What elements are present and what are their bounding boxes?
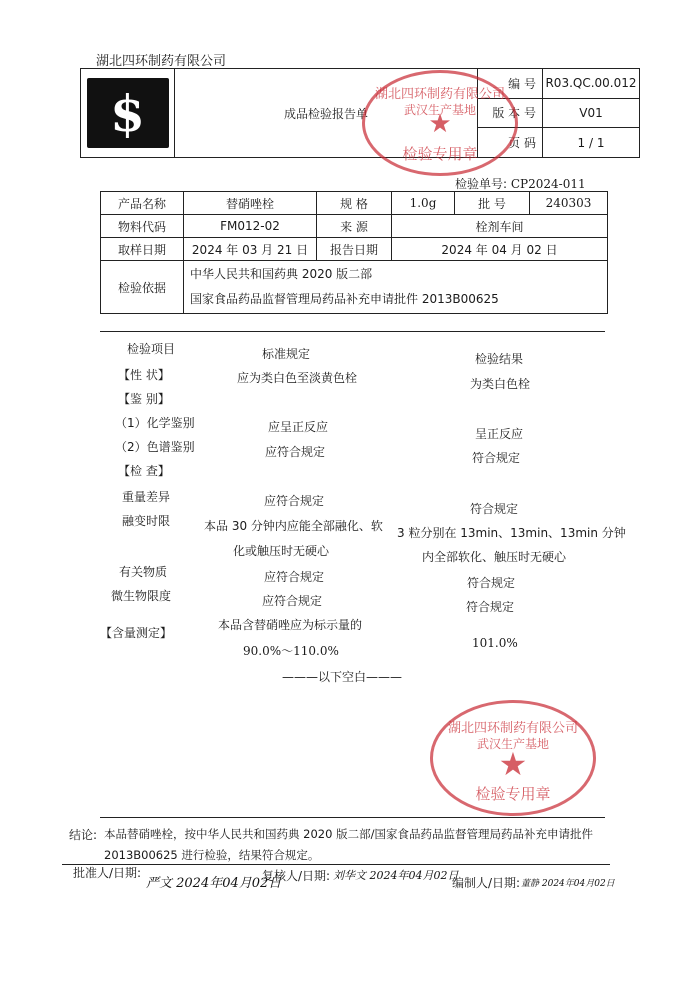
material-code-label: 物料代码	[101, 215, 184, 238]
batch-label: 批 号	[455, 192, 530, 215]
col-header-standard: 标准规定	[262, 347, 311, 361]
conclusion-line-1: 本品替硝唑栓，按中华人民共和国药典 2020 版二部/国家食品药品监督管理局药品补充申请批件	[104, 827, 593, 841]
source-value: 栓剂车间	[392, 215, 608, 238]
header-value-page: 1 / 1	[543, 128, 640, 158]
basis-line-1: 中华人民共和国药典 2020 版二部	[190, 267, 373, 281]
inspection-seal-top	[362, 70, 518, 176]
approver-label: 批准人/日期:	[73, 866, 142, 880]
seal-star-icon: ★	[498, 745, 528, 783]
report-number-value: CP2024-011	[510, 177, 586, 191]
item-chemical-id: （1）化学鉴别	[115, 416, 195, 430]
item-related-substances: 有关物质	[119, 565, 168, 579]
header-key-number: 编 号	[478, 69, 543, 99]
inspection-seal-bottom	[430, 700, 596, 816]
seal-star-icon: ★	[428, 109, 452, 139]
seal-top-company: 湖北四环制药有限公司	[374, 87, 505, 102]
basis-label: 检验依据	[101, 261, 184, 314]
basis-value	[184, 261, 608, 314]
col-header-result: 检验结果	[475, 352, 524, 366]
result-appearance: 为类白色栓	[470, 377, 531, 391]
conclusion-line-2: 2013B00625 进行检验，结果符合规定。	[104, 848, 320, 862]
seal-bottom-site: 武汉生产基地	[476, 737, 549, 751]
item-microbial-limit: 微生物限度	[111, 589, 172, 603]
product-name-value: 替硝唑栓	[184, 192, 317, 215]
document-title: 成品检验报告单	[175, 69, 478, 158]
spec-label: 规 格	[317, 192, 392, 215]
seal-bottom-company: 湖北四环制药有限公司	[447, 721, 578, 736]
result-chemical-id: 呈正反应	[475, 427, 524, 441]
divider-bottom	[100, 817, 605, 818]
divider-signoff	[62, 864, 610, 865]
result-melting-time-line1: 3 粒分别在 13min、13min、13min 分钟	[397, 526, 626, 540]
header-key-version: 版 本 号	[478, 98, 543, 128]
source-label: 来 源	[317, 215, 392, 238]
company-name: 湖北四环制药有限公司	[96, 54, 227, 69]
product-name-label: 产品名称	[101, 192, 184, 215]
item-inspection: 【检 查】	[118, 464, 170, 478]
standard-chemical-id: 应呈正反应	[268, 420, 329, 434]
sample-date-label: 取样日期	[101, 238, 184, 261]
result-assay: 101.0%	[472, 636, 518, 650]
logo-mark: $	[110, 84, 145, 143]
standard-assay-line1: 本品含替硝唑应为标示量的	[218, 618, 363, 632]
reviewer-label: 复核人/日期:	[262, 869, 331, 883]
seal-bottom-purpose: 检验专用章	[475, 785, 551, 803]
preparer-signature: 董静 2024年04月02日	[521, 879, 615, 889]
item-assay: 【含量测定】	[100, 626, 173, 640]
item-melting-time: 融变时限	[122, 514, 171, 528]
result-related-substances: 符合规定	[467, 576, 516, 590]
preparer-label: 编制人/日期:	[452, 876, 521, 890]
report-number	[455, 175, 586, 192]
col-header-item: 检验项目	[127, 342, 176, 356]
basis-line-2: 国家食品药品监督管理局药品补充申请批件 2013B00625	[190, 292, 499, 306]
standard-assay-line2: 90.0%～110.0%	[243, 644, 339, 658]
standard-melting-time-line1: 本品 30 分钟内应能全部融化、软	[204, 519, 383, 533]
item-identification: 【鉴 别】	[118, 392, 170, 406]
report-number-label: 检验单号:	[455, 177, 508, 191]
conclusion-label: 结论:	[69, 828, 98, 842]
standard-related-substances: 应符合规定	[264, 570, 325, 584]
material-code-value: FM012-02	[184, 215, 317, 238]
spec-value: 1.0g	[392, 192, 455, 215]
approver-signature: 严文 2024年04月02日	[146, 876, 282, 891]
result-chromatographic-id: 符合规定	[472, 451, 521, 465]
product-info-table	[100, 191, 608, 314]
header-value-version: V01	[543, 98, 640, 128]
item-appearance: 【性 状】	[118, 368, 170, 382]
seal-top-site: 武汉生产基地	[403, 103, 476, 117]
divider-top	[100, 331, 605, 332]
standard-melting-time-line2: 化或触压时无硬心	[233, 544, 330, 558]
result-melting-time-line2: 内全部软化、触压时无硬心	[422, 550, 567, 564]
standard-microbial-limit: 应符合规定	[262, 594, 323, 608]
standard-weight-variation: 应符合规定	[264, 494, 325, 508]
report-date-label: 报告日期	[317, 238, 392, 261]
seal-top-purpose: 检验专用章	[402, 145, 478, 163]
sample-date-value: 2024 年 03 月 21 日	[184, 238, 317, 261]
item-weight-variation: 重量差异	[122, 490, 171, 504]
reviewer-signature: 刘华文 2024年04月02日	[333, 869, 459, 882]
header-key-page: 页 码	[478, 128, 543, 158]
logo-cell	[81, 69, 175, 158]
result-weight-variation: 符合规定	[470, 502, 519, 516]
batch-value: 240303	[530, 192, 608, 215]
standard-chromatographic-id: 应符合规定	[265, 445, 326, 459]
result-microbial-limit: 符合规定	[466, 600, 515, 614]
header-value-number: R03.QC.00.012	[543, 69, 640, 99]
company-logo	[87, 78, 169, 148]
report-date-value: 2024 年 04 月 02 日	[392, 238, 608, 261]
item-chromatographic-id: （2）色谱鉴别	[115, 440, 195, 454]
standard-appearance: 应为类白色至淡黄色栓	[237, 371, 358, 385]
blank-marker: ———以下空白———	[282, 670, 403, 684]
document-header	[80, 68, 640, 158]
